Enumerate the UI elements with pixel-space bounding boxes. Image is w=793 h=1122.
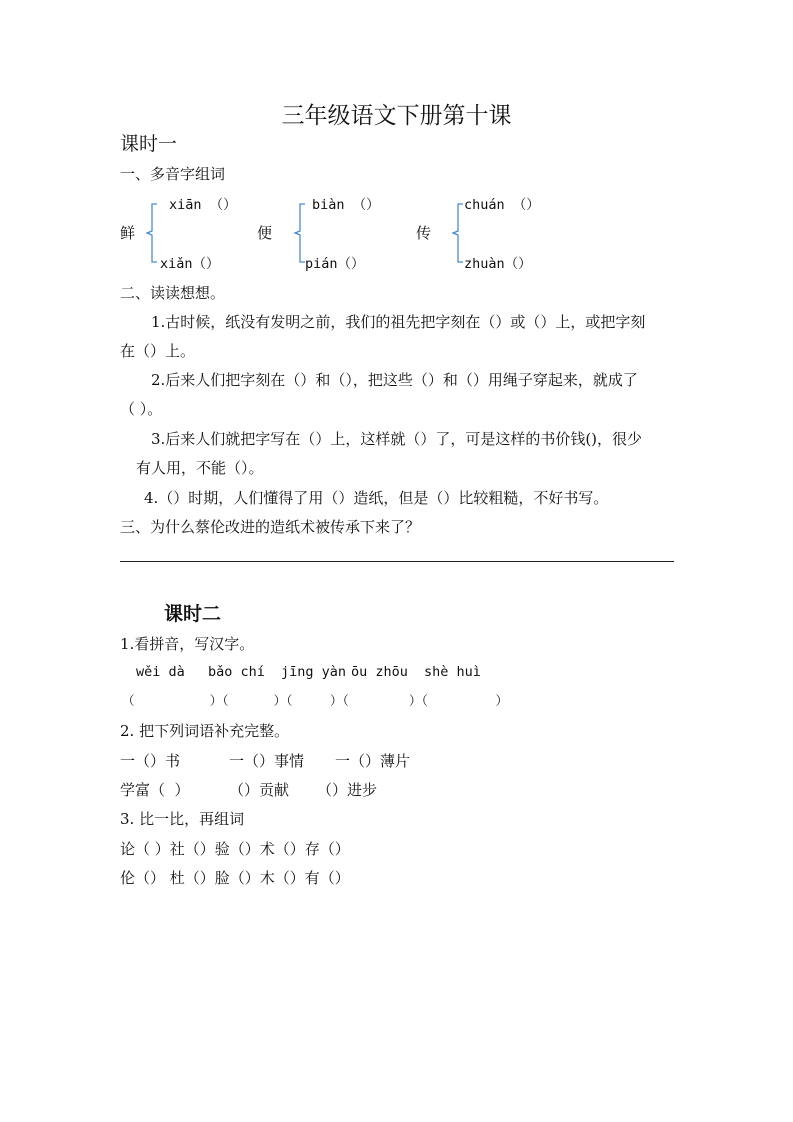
answer-blanks: （ ）（ ）（ ）（ ）（ ） [122,693,508,708]
word-item: 一（）书 [120,752,181,770]
q2-item2-line2: （ ）。 [120,400,163,418]
answer-line [120,561,674,562]
pinyin-top: chuán （） [464,197,540,213]
compare-row: 论（ ）社（）验（）术（）存（） [120,840,350,858]
word-item: 一（）事情 [229,752,305,770]
q2-item3-line2: 有人用，不能（）。 [136,459,264,477]
polyphone-char: 鲜 [120,224,136,242]
polyphone-char: 便 [257,224,273,242]
word-item: （）贡献 [229,781,290,799]
q2-item4: 4.（）时期，人们懂得了用（）造纸，但是（）比较粗糙，不好书写。 [144,489,609,507]
brace-icon [451,200,465,266]
pinyin-item: wěi dà [136,664,185,680]
pinyin-top: xiān （） [169,197,237,213]
brace-icon [145,200,159,266]
word-item: 一（）薄片 [335,752,411,770]
pinyin-item: bǎo chí [208,664,265,680]
q1-heading: 一、多音字组词 [120,165,226,183]
l2-q3-heading: 3. 比一比，再组词 [120,810,245,828]
q2-item1-line2: 在（）上。 [120,342,196,360]
pinyin-bottom: zhuàn（） [464,256,532,272]
q2-item1-line1: 1.古时候，纸没有发明之前，我们的祖先把字刻在（）或（）上，或把字刻 [151,313,646,331]
word-item: （）进步 [317,781,378,799]
pinyin-bottom: xiǎn（） [160,256,220,272]
compare-row: 伦（） 杜（）脸（）木（）有（） [120,869,350,887]
l2-q1-heading: 1.看拼音，写汉字。 [120,635,255,653]
pinyin-top: biàn （） [312,197,380,213]
page-title: 三年级语文下册第十课 [281,103,512,129]
lesson2-heading: 课时二 [164,603,222,625]
l2-q2-heading: 2. 把下列词语补充完整。 [120,722,290,740]
pinyin-item: shè huì [424,664,481,680]
word-item: 学富（ ） [120,781,190,799]
q2-item2-line1: 2.后来人们把字刻在（）和（），把这些（）和（）用绳子穿起来，就成了 [151,371,638,389]
q2-heading: 二、读读想想。 [120,284,226,302]
lesson1-heading: 课时一 [120,133,178,155]
q3-heading: 三、为什么蔡伦改进的造纸术被传承下来了？ [120,518,421,536]
pinyin-item: ōu zhōu [351,664,408,680]
polyphone-char: 传 [416,224,432,242]
pinyin-bottom: pián（） [305,256,365,272]
pinyin-item: jīng yàn [281,664,347,680]
q2-item3-line1: 3.后来人们就把字写在（）上，这样就（）了，可是这样的书价钱()，很少 [151,430,643,448]
